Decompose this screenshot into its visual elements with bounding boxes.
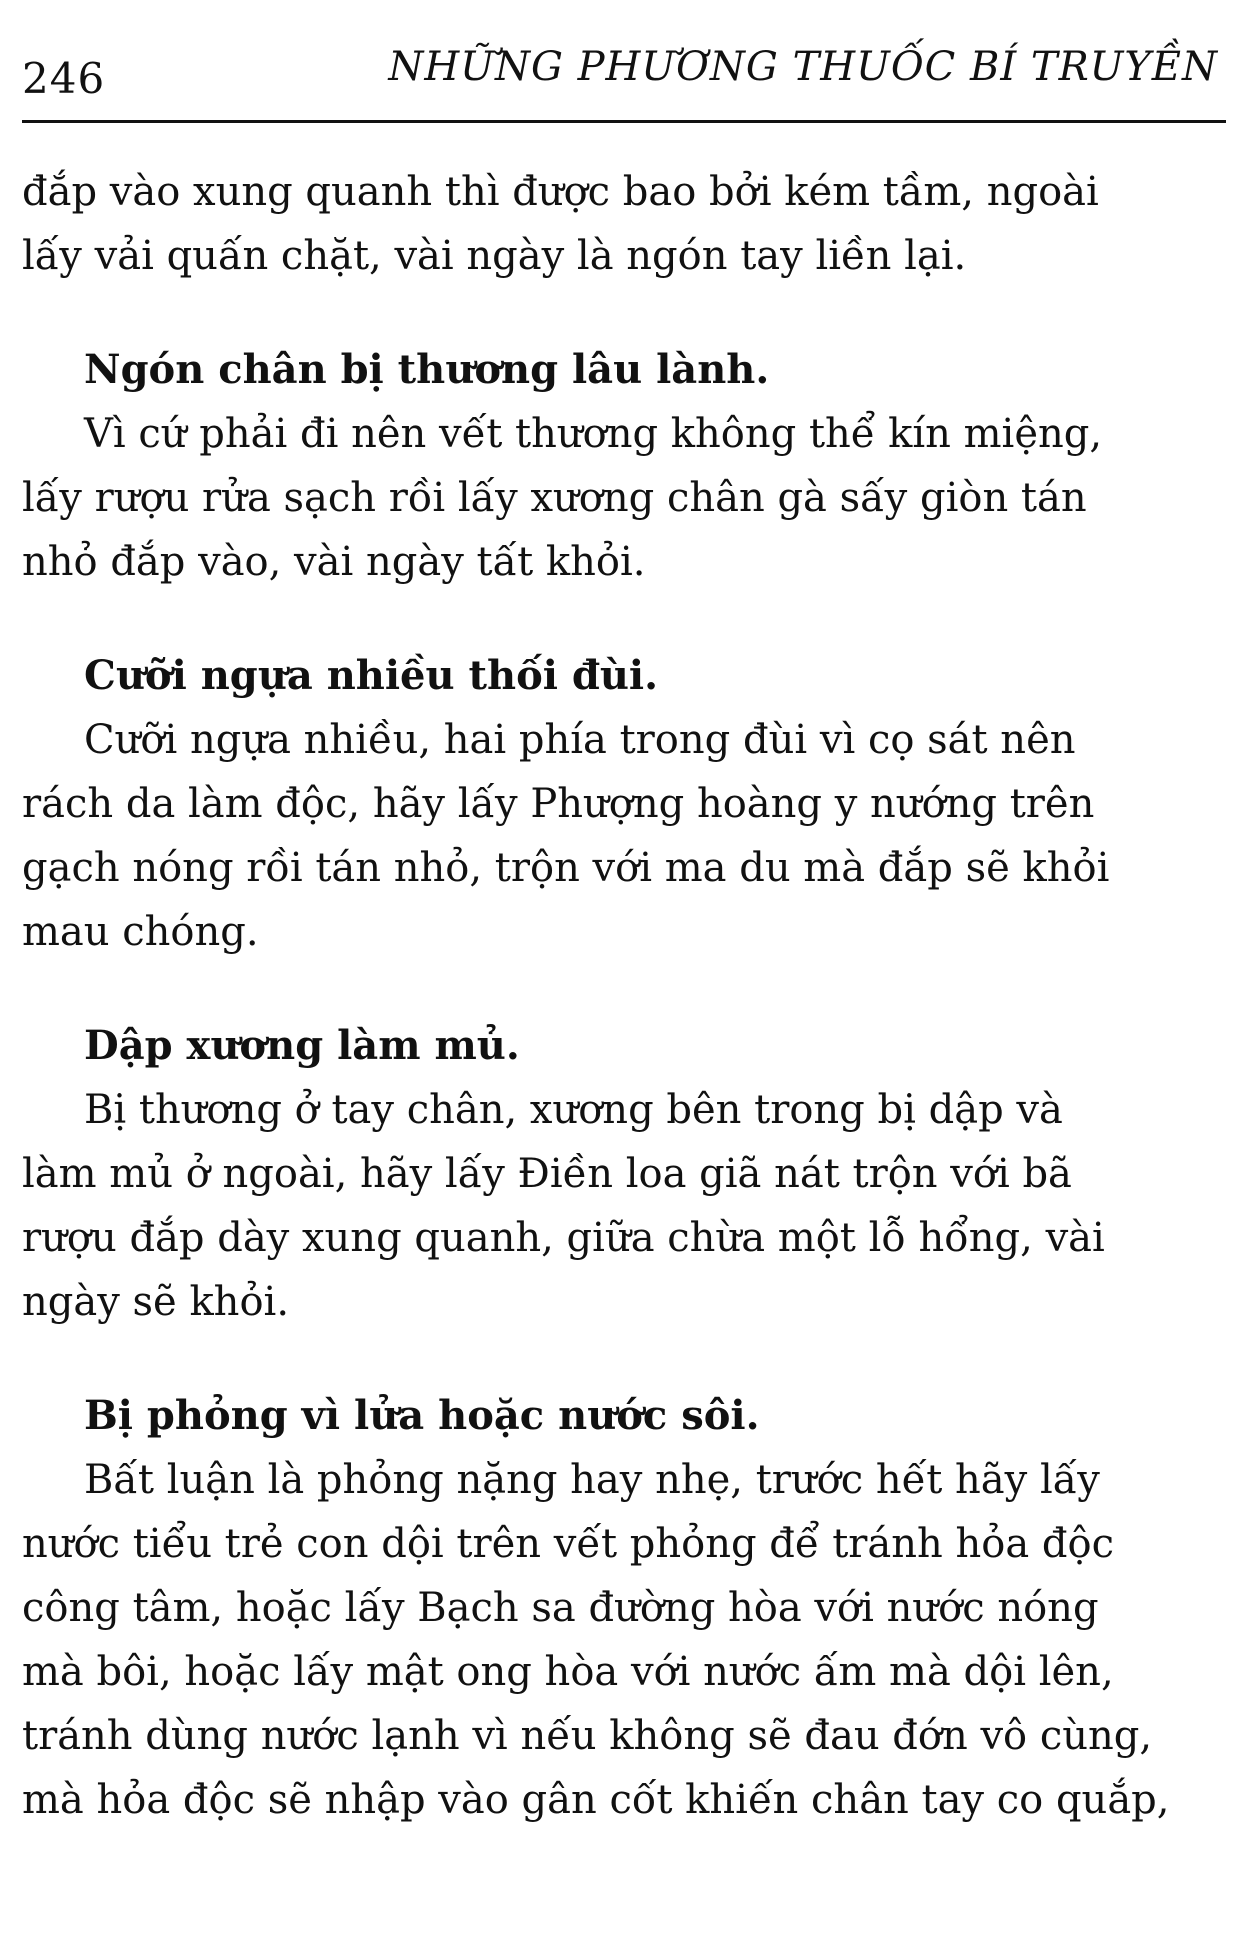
section-burns [22, 1384, 1226, 1832]
section-heading: Cưỡi ngựa nhiều thối đùi. [84, 652, 659, 699]
text-line: lấy vải quấn chặt, vài ngày là ngón tay liền lại. [22, 233, 967, 279]
text-line: công tâm, hoặc lấy Bạch sa đường hòa với nước nóng [22, 1585, 1099, 1631]
header-rule [22, 120, 1226, 123]
page-header [22, 44, 1226, 114]
text-line: mau chóng. [22, 909, 259, 955]
section-paragraph [22, 402, 1226, 594]
section-horse-riding [22, 644, 1226, 964]
page-number: 246 [22, 54, 106, 103]
text-line: tránh dùng nước lạnh vì nếu không sẽ đau đớn vô cùng, [22, 1713, 1153, 1759]
text-line: Bất luận là phỏng nặng hay nhẹ, trước hết hãy lấy [84, 1457, 1100, 1503]
section-heading: Dập xương làm mủ. [84, 1022, 520, 1069]
text-line: gạch nóng rồi tán nhỏ, trộn với ma du mà đắp sẽ khỏi [22, 845, 1110, 891]
intro-paragraph [22, 160, 1226, 288]
text-line: đắp vào xung quanh thì được bao bởi kém tầm, ngoài [22, 169, 1099, 215]
text-line: mà bôi, hoặc lấy mật ong hòa với nước ấm mà dội lên, [22, 1649, 1114, 1695]
text-line: mà hỏa độc sẽ nhập vào gân cốt khiến chân tay co quắp, [22, 1777, 1170, 1823]
section-heading: Bị phỏng vì lửa hoặc nước sôi. [84, 1392, 760, 1439]
running-title: NHỮNG PHƯƠNG THUỐC BÍ TRUYỀN [388, 44, 1218, 90]
section-paragraph [22, 708, 1226, 964]
text-line: Bị thương ở tay chân, xương bên trong bị dập và [84, 1087, 1063, 1133]
section-heading: Ngón chân bị thương lâu lành. [84, 346, 770, 393]
text-line: Vì cứ phải đi nên vết thương không thể kín miệng, [84, 411, 1103, 457]
text-line: ngày sẽ khỏi. [22, 1279, 290, 1325]
text-line: nước tiểu trẻ con dội trên vết phỏng để tránh hỏa độc [22, 1521, 1114, 1567]
section-crushed-bone [22, 1014, 1226, 1334]
text-line: rách da làm độc, hãy lấy Phượng hoàng y nướng trên [22, 781, 1095, 827]
section-toe-wound [22, 338, 1226, 594]
section-paragraph [22, 1078, 1226, 1334]
text-line: Cưỡi ngựa nhiều, hai phía trong đùi vì cọ sát nên [84, 717, 1076, 763]
text-line: làm mủ ở ngoài, hãy lấy Điền loa giã nát trộn với bã [22, 1151, 1072, 1197]
text-line: rượu đắp dày xung quanh, giữa chừa một lỗ hổng, vài [22, 1215, 1105, 1261]
section-paragraph [22, 1448, 1226, 1832]
text-line: nhỏ đắp vào, vài ngày tất khỏi. [22, 539, 646, 585]
page-body [22, 160, 1226, 1832]
text-line: lấy rượu rửa sạch rồi lấy xương chân gà sấy giòn tán [22, 475, 1087, 521]
